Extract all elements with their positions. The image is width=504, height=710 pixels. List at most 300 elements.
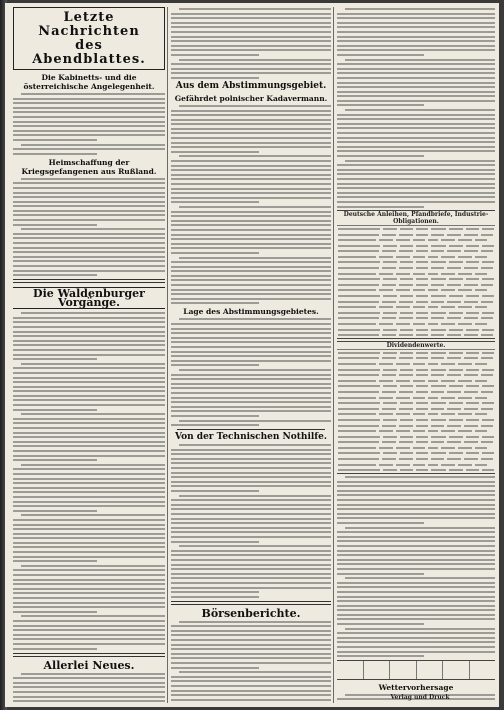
headline: Allerlei Neues. <box>43 658 135 672</box>
table-cell <box>399 234 413 236</box>
text-line <box>13 409 97 411</box>
text-line <box>171 132 331 134</box>
text-line <box>13 524 165 526</box>
text-line <box>171 662 331 664</box>
text-line <box>337 127 495 129</box>
text-line <box>345 577 495 579</box>
table-cell <box>382 317 396 319</box>
text-line <box>337 146 495 148</box>
table-cell <box>464 284 478 286</box>
table-cell <box>466 469 480 471</box>
table-cell <box>482 469 494 471</box>
headline: Wettervorhersage <box>378 682 454 692</box>
text-line <box>171 183 331 185</box>
article-body <box>13 312 165 649</box>
table-cell <box>400 369 414 371</box>
table-cell <box>379 239 393 241</box>
text-line <box>345 628 495 630</box>
table-cell <box>431 329 446 331</box>
table-cell <box>383 295 397 297</box>
table-cell <box>338 284 379 286</box>
table-cell <box>416 317 428 319</box>
table-cell <box>431 458 444 460</box>
text-line <box>13 445 165 447</box>
text-line <box>21 565 165 567</box>
text-line <box>337 591 495 593</box>
text-line <box>171 160 331 162</box>
table-cell <box>447 374 461 376</box>
text-line <box>21 464 165 466</box>
table-cell <box>466 352 480 354</box>
table-cell <box>431 391 444 393</box>
masthead <box>13 7 165 70</box>
table-cell <box>400 261 414 263</box>
table-cell <box>481 317 493 319</box>
table-cell <box>482 261 494 263</box>
text-line <box>171 639 331 641</box>
text-line <box>171 266 331 268</box>
text-line <box>337 559 495 561</box>
table-cell <box>400 312 414 314</box>
table-cell <box>481 334 493 336</box>
text-line <box>171 383 331 385</box>
table-cell <box>338 312 380 314</box>
text-line <box>21 178 165 180</box>
table-cell <box>458 306 472 308</box>
table-cell <box>458 363 472 365</box>
text-line <box>13 491 165 493</box>
table-cell <box>400 452 414 454</box>
text-line <box>171 123 331 125</box>
text-line <box>171 634 331 636</box>
text-line <box>13 696 165 698</box>
text-line <box>171 284 331 286</box>
table-cell <box>428 397 438 399</box>
text-line <box>13 340 165 342</box>
text-line <box>171 364 259 366</box>
text-line <box>13 242 165 244</box>
text-line <box>171 485 331 487</box>
text-line <box>13 139 97 141</box>
text-line <box>13 528 165 530</box>
table-cell <box>382 334 396 336</box>
table-cell <box>481 441 493 443</box>
text-line <box>13 321 165 323</box>
table-cell <box>338 430 376 432</box>
text-line <box>171 151 259 153</box>
table-cell <box>416 329 428 331</box>
table-cell <box>481 284 493 286</box>
text-line <box>337 637 495 639</box>
text-line <box>171 289 331 291</box>
text-line <box>171 293 331 295</box>
text-line <box>13 643 165 645</box>
table-cell <box>466 312 480 314</box>
text-line <box>337 554 495 556</box>
text-line <box>171 360 331 362</box>
table-cell <box>338 323 376 325</box>
table-cell <box>416 391 428 393</box>
divider <box>177 429 325 430</box>
table-cell <box>431 408 444 410</box>
table-cell <box>338 374 379 376</box>
text-line <box>337 132 495 134</box>
table-cell <box>447 408 461 410</box>
text-line <box>337 86 495 88</box>
text-line <box>337 508 495 510</box>
text-line <box>171 114 331 116</box>
table-cell <box>416 334 428 336</box>
table-cell <box>416 228 428 230</box>
table-cell <box>379 430 393 432</box>
table-cell <box>413 289 425 291</box>
text-line <box>337 563 495 565</box>
text-line <box>345 160 495 162</box>
text-line <box>337 655 424 657</box>
text-line <box>171 26 331 28</box>
table-cell <box>416 452 428 454</box>
table-cell <box>428 447 438 449</box>
table-cell <box>482 385 494 387</box>
text-line <box>171 401 331 403</box>
text-line <box>337 123 495 125</box>
text-line <box>171 188 331 190</box>
text-line <box>171 178 331 180</box>
table-cell <box>383 278 397 280</box>
text-line <box>171 415 259 417</box>
table-cell <box>383 261 397 263</box>
column-middle <box>171 7 331 703</box>
table-cell <box>383 312 397 314</box>
text-line <box>13 620 165 622</box>
text-line <box>171 36 331 38</box>
article-body <box>171 105 331 305</box>
text-line <box>13 468 165 470</box>
text-line <box>337 490 495 492</box>
text-line <box>337 192 495 194</box>
text-line <box>13 700 165 702</box>
table-cell <box>447 334 461 336</box>
text-line <box>13 187 165 189</box>
text-line <box>13 251 165 253</box>
text-line <box>13 496 165 498</box>
text-line <box>13 501 165 503</box>
text-line <box>13 482 165 484</box>
table-cell <box>338 425 379 427</box>
article-body <box>13 673 165 703</box>
text-line <box>337 573 424 575</box>
table-cell <box>441 464 455 466</box>
table-cell <box>338 419 380 421</box>
text-line <box>171 410 331 412</box>
subheadline: Gefährdet polnischer Kadavermann. <box>174 93 328 103</box>
table-cell <box>464 441 478 443</box>
table-cell <box>449 329 463 331</box>
text-line <box>337 17 495 19</box>
table-cell <box>413 256 425 258</box>
divider <box>13 653 165 657</box>
table-cell <box>447 441 461 443</box>
text-line <box>171 337 331 339</box>
table-cell <box>338 329 380 331</box>
table-cell <box>482 312 494 314</box>
text-line <box>13 597 165 599</box>
text-line <box>171 676 331 678</box>
table-row <box>337 332 495 338</box>
table-cell <box>475 413 487 415</box>
table-cell <box>416 312 428 314</box>
table-cell <box>466 385 480 387</box>
table-cell <box>400 469 414 471</box>
table-cell <box>396 413 410 415</box>
text-line <box>13 344 165 346</box>
table-cell <box>428 256 438 258</box>
text-line <box>171 211 331 213</box>
table-cell <box>416 284 428 286</box>
table-cell <box>396 289 410 291</box>
table-cell <box>338 413 376 415</box>
text-line <box>21 673 165 675</box>
column-left <box>13 7 165 703</box>
text-line <box>337 54 424 56</box>
text-line <box>337 178 495 180</box>
text-line <box>171 449 331 451</box>
table-cell <box>428 380 438 382</box>
text-line <box>337 618 495 620</box>
text-line <box>337 545 495 547</box>
text-line <box>171 192 331 194</box>
text-line <box>171 518 331 520</box>
table-cell <box>449 452 463 454</box>
text-line <box>171 229 331 231</box>
text-line <box>13 450 165 452</box>
text-line <box>13 102 165 104</box>
headline: Lage des Abstimmungsgebietes. <box>183 307 319 317</box>
table-cell <box>447 301 461 303</box>
text-line <box>171 275 331 277</box>
table-cell <box>416 278 428 280</box>
text-line <box>13 214 165 216</box>
text-line <box>13 116 165 118</box>
table-cell <box>382 357 396 359</box>
table-cell <box>475 380 487 382</box>
text-line <box>13 459 97 461</box>
text-line <box>13 386 165 388</box>
table-cell <box>382 267 396 269</box>
text-line <box>337 201 495 203</box>
table-cell <box>396 363 410 365</box>
table-cell <box>475 323 487 325</box>
table-cell <box>447 425 461 427</box>
text-line <box>337 26 495 28</box>
text-line <box>337 77 495 79</box>
table-cell <box>464 334 478 336</box>
text-line <box>337 72 495 74</box>
table-cell <box>431 441 444 443</box>
table-cell <box>338 447 376 449</box>
table-cell <box>416 369 428 371</box>
text-line <box>13 634 165 636</box>
text-line <box>337 187 495 189</box>
table-cell <box>464 250 478 252</box>
table-cell <box>458 413 472 415</box>
table-cell <box>383 452 397 454</box>
table-cell <box>475 447 487 449</box>
table-cell <box>481 234 493 236</box>
text-line <box>13 588 165 590</box>
text-line <box>21 93 165 95</box>
divider <box>13 279 165 283</box>
table-cell <box>413 380 425 382</box>
table-cell <box>441 397 455 399</box>
table-cell <box>338 469 380 471</box>
text-line <box>13 606 165 608</box>
market-table <box>337 210 495 339</box>
text-line <box>13 377 165 379</box>
imprint: Verlag und Druck <box>390 694 450 701</box>
text-line <box>171 467 331 469</box>
text-line <box>345 8 495 10</box>
table-cell <box>481 357 493 359</box>
text-line <box>13 192 165 194</box>
table-cell <box>475 464 487 466</box>
table-cell <box>464 317 478 319</box>
table-cell <box>383 385 397 387</box>
text-line <box>337 31 495 33</box>
text-line <box>13 436 165 438</box>
table-cell <box>400 436 414 438</box>
table-cell <box>458 256 472 258</box>
table-cell <box>413 464 425 466</box>
text-line <box>13 611 97 613</box>
table-cell <box>338 380 376 382</box>
text-line <box>13 210 165 212</box>
text-line <box>13 233 165 235</box>
table-cell <box>379 289 393 291</box>
table-cell <box>399 267 413 269</box>
table-cell <box>431 245 446 247</box>
text-line <box>13 629 165 631</box>
table-cell <box>447 250 461 252</box>
text-line <box>13 533 165 535</box>
text-line <box>337 499 495 501</box>
table-cell <box>379 306 393 308</box>
table-cell <box>338 239 376 241</box>
table-row <box>337 467 495 473</box>
text-line <box>13 224 97 226</box>
text-line <box>337 504 495 506</box>
table-cell <box>413 306 425 308</box>
table-cell <box>338 385 380 387</box>
table-cell <box>431 452 446 454</box>
text-line <box>13 455 165 457</box>
table-cell <box>482 278 494 280</box>
text-line <box>171 40 331 42</box>
table-cell <box>431 228 446 230</box>
text-line <box>337 100 495 102</box>
text-line <box>337 641 495 643</box>
text-line <box>337 141 495 143</box>
table-cell <box>458 397 472 399</box>
text-line <box>337 49 495 51</box>
table-cell <box>447 391 461 393</box>
text-line <box>337 494 495 496</box>
article-body <box>337 8 495 208</box>
text-line <box>13 335 165 337</box>
table-cell <box>399 441 413 443</box>
article-body <box>13 93 165 155</box>
text-line <box>13 148 165 150</box>
table-cell <box>382 374 396 376</box>
text-line <box>171 54 259 56</box>
article-body <box>171 318 331 426</box>
text-line <box>337 522 424 524</box>
table-cell <box>441 430 455 432</box>
text-line <box>171 243 331 245</box>
text-line <box>337 68 495 70</box>
table-cell <box>383 228 397 230</box>
table-cell <box>449 312 463 314</box>
text-line <box>337 600 495 602</box>
table-cell <box>338 295 380 297</box>
table-cell <box>396 323 410 325</box>
table-cell <box>431 425 444 427</box>
table-cell <box>399 301 413 303</box>
text-line <box>171 587 331 589</box>
text-line <box>171 137 331 139</box>
table-cell <box>338 289 376 291</box>
table-cell <box>431 419 446 421</box>
text-line <box>171 49 331 51</box>
text-line <box>13 677 165 679</box>
text-line <box>13 686 165 688</box>
table-cell <box>428 306 438 308</box>
text-line <box>337 646 495 648</box>
text-line <box>171 169 331 171</box>
table-cell <box>466 329 480 331</box>
table-cell <box>416 408 428 410</box>
table-cell <box>481 458 493 460</box>
text-line <box>171 630 331 632</box>
table-cell <box>431 312 446 314</box>
text-line <box>337 517 495 519</box>
table-cell <box>413 363 425 365</box>
table-cell <box>466 261 480 263</box>
table-cell <box>482 452 494 454</box>
table-cell <box>466 452 480 454</box>
text-line <box>171 392 331 394</box>
text-line <box>171 346 331 348</box>
table-cell <box>431 334 444 336</box>
text-line <box>13 107 165 109</box>
text-line <box>337 632 495 634</box>
text-line <box>171 527 331 529</box>
text-line <box>171 332 331 334</box>
table-cell <box>481 425 493 427</box>
text-line <box>171 424 259 426</box>
text-line <box>179 59 331 61</box>
table-cell <box>449 369 463 371</box>
table-cell <box>482 329 494 331</box>
text-line <box>337 40 495 42</box>
table-cell <box>413 397 425 399</box>
table-cell <box>458 430 472 432</box>
text-line <box>171 648 331 650</box>
text-line <box>337 485 495 487</box>
table-cell <box>481 374 493 376</box>
text-line <box>171 577 331 579</box>
table-cell <box>416 402 428 404</box>
